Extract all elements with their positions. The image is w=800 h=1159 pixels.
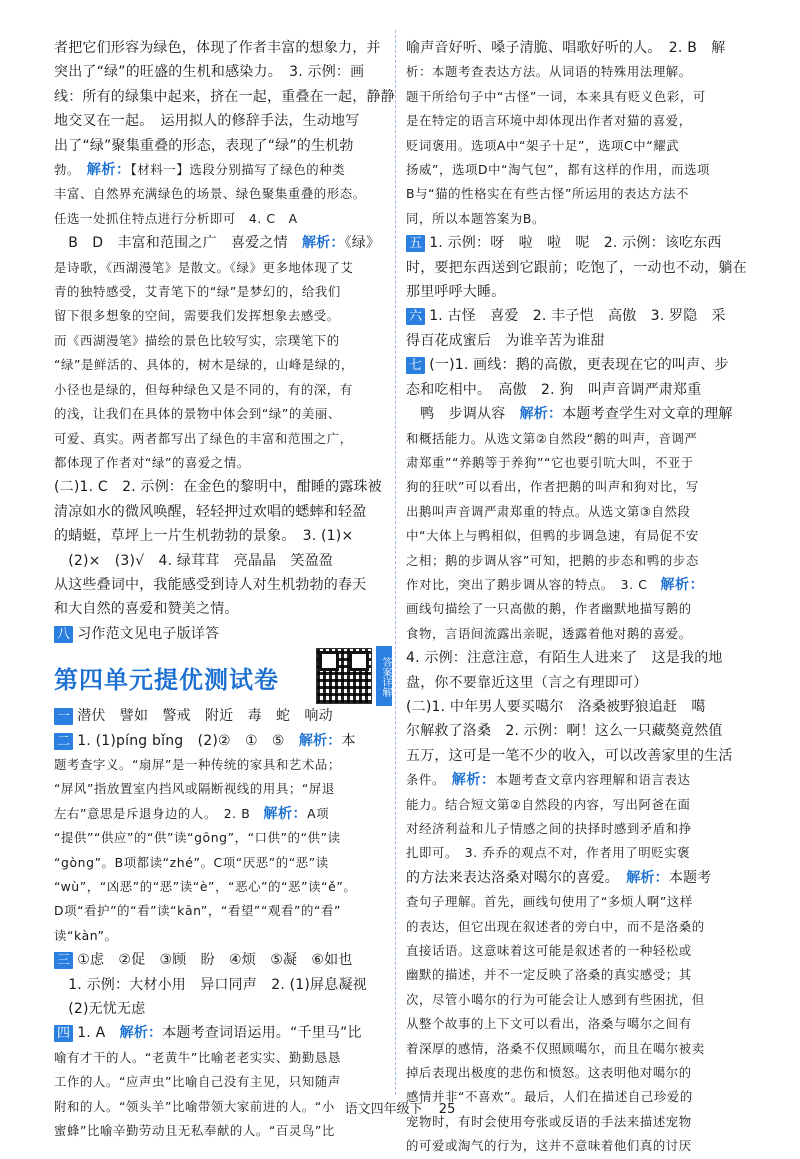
text-line: “gòng”。B项都读“zhé”。C项“厌恶”的“恶”读 xyxy=(54,854,329,870)
text-line: 读“kàn”。 xyxy=(54,927,118,943)
text-line: 着深厚的感情，洛桑不仅照顾噶尔，而且在噶尔被卖 xyxy=(406,1040,705,1056)
text-line: 六 1. 古怪 喜爱 2. 丰子恺 高傲 3. 罗隐 采 xyxy=(406,304,756,328)
text-line: 画线句描绘了一只高傲的鹅，作者幽默地描写鹅的 xyxy=(406,601,692,617)
footer-subject: 语文四年级下 xyxy=(344,1102,423,1117)
text-line: 感情并非“不喜欢”。最后，人们在描述自己珍爱的 xyxy=(406,1089,693,1105)
text-line: B D 丰富和范围之广 喜爱之情 解析：《绿》 xyxy=(54,235,381,252)
text-line: 五万，这可是一笔不少的收入，可以改善家里的生活 xyxy=(406,747,733,764)
text-line: 态和吃相中。 高傲 2. 狗 叫声音调严肃郑重 xyxy=(406,381,702,398)
text-line: “提供”“供应”的“供”读“gōng”，“口供”的“供”读 xyxy=(54,830,341,846)
page-number: 25 xyxy=(438,1102,456,1117)
text-line: 出鹅叫声音调严肃郑重的特点。从选文第③自然段 xyxy=(406,503,691,519)
text-line: (二)1. C 2. 示例：在金色的黎明中，酣睡的露珠被 xyxy=(54,479,382,496)
text-line: 扬威”，选项D中“淘气包”，都有这样的作用，而选项 xyxy=(406,162,711,178)
text-line: 蜜蜂”比喻辛勤劳动且无私奉献的人。“百灵鸟”比 xyxy=(54,1123,335,1139)
text-line: “屏风”指放置室内挡风或隔断视线的用具；“屏退 xyxy=(54,781,335,797)
text-line: 是诗歌，《西湖漫笔》是散文。《绿》更多地体现了艾 xyxy=(54,259,354,275)
text-line: 地交叉在一起。 运用拟人的修辞手法，生动地写 xyxy=(54,113,360,130)
text-line: 出了“绿”聚集重叠的形态，表现了“绿”的生机勃 xyxy=(54,137,354,154)
text-line: 喻声音好听、嗓子清脆、唱歌好听的人。 2. B 解 xyxy=(406,40,726,56)
text-line: 四 1. A 解析：本题考查词语运用。“千里马”比 xyxy=(54,1021,410,1045)
text-line: 七 (一)1. 画线：鹅的高傲，更表现在它的叫声、步 xyxy=(406,353,756,377)
text-line: 幽默的描述，并不一定反映了洛桑的真实感受；其 xyxy=(406,967,692,983)
text-line: D项“看护”的“看”读“kān”，“看望”“观看”的“看” xyxy=(54,903,341,919)
text-line: B与“猫的性格实在有些古怪”所运用的表达方法不 xyxy=(406,186,689,202)
left-column xyxy=(54,36,410,1143)
text-line: 时，要把东西送到它跟前；吃饱了，一动也不动，躺在 xyxy=(406,259,747,276)
text-line: 和概括能力。从选文第②自然段“鹅的叫声，音调严 xyxy=(406,430,698,446)
text-line: 二 1. (1)píng bǐng (2)② ① ⑤ 解析：本 xyxy=(54,729,410,753)
text-line: 次，尽管小噶尔的行为可能会让人感到有些困扰，但 xyxy=(406,991,705,1007)
text-line: 喻有才干的人。“老黄牛”比喻老老实实、勤勤恳恳 xyxy=(54,1049,341,1065)
text-line: 食物，言语间流露出亲昵，透露着他对鹅的喜爱。 xyxy=(406,625,692,641)
text-line: 能力。结合短文第②自然段的内容，写出阿爸在面 xyxy=(406,796,691,812)
text-line: 青的独特感受，艾青笔下的“绿”是梦幻的，给我们 xyxy=(54,284,341,300)
text-line: 题考查字义。“扇屏”是一种传统的家具和艺术品； xyxy=(54,756,341,772)
text-line: 和大自然的喜爱和赞美之情。 xyxy=(54,601,239,618)
text-line: 从这些叠词中，我能感受到诗人对生机勃勃的春天 xyxy=(54,576,367,593)
text-line: 析：本题考查表达方法。从词语的特殊用法理解。 xyxy=(406,64,692,80)
right-column xyxy=(406,36,756,1159)
text-line: 宠物时，有时会使用夸张或反语的手法来描述宠物 xyxy=(406,1113,692,1129)
text-line: 清凉如水的微风唤醒，轻轻押过欢唱的蟋蟀和轻盈 xyxy=(54,503,367,520)
text-line: 可爱、真实。两者都写出了绿色的丰富和范围之广， xyxy=(54,430,353,446)
text-line: 的浅，让我们在具体的景物中体会到“绿”的美丽、 xyxy=(54,406,341,422)
text-line: 丰富、自然界充满绿色的场景、绿色聚集重叠的形态。 xyxy=(54,186,366,202)
page-footer xyxy=(0,1098,800,1117)
text-line: 作对比，突出了鹅步调从容的特点。 3. C 解析： xyxy=(406,576,705,593)
text-line: 而《西湖漫笔》描绘的景色比较写实，宗璞笔下的 xyxy=(54,332,340,348)
text-line: 那里呼呼大睡。 xyxy=(406,284,506,301)
text-line: 鸭 步调从容 解析：本题考查学生对文章的理解 xyxy=(406,406,733,423)
text-line: 肃郑重”“养鹅等于养狗”“它也要引吭大叫，不亚于 xyxy=(406,454,694,470)
text-line: 五 1. 示例：呀 啦 啦 呢 2. 示例：该吃东西 xyxy=(406,231,756,255)
text-line: 的方法来表达洛桑对噶尔的喜爱。 解析：本题考 xyxy=(406,869,712,886)
text-line: 工作的人。“应声虫”比喻自己没有主见，只知随声 xyxy=(54,1074,341,1090)
text-line: 4. 示例：注意注意，有陌生人进来了 这是我的地 xyxy=(406,650,723,667)
right-answers xyxy=(406,36,756,1159)
text-line: 突出了“绿”的旺盛的生机和感染力。 3. 示例：画 xyxy=(54,64,365,81)
text-line: 尔解救了洛桑 2. 示例：啊！这么一只藏獒竟然值 xyxy=(406,723,723,740)
text-line: 的蜻蜓，草坪上一片生机勃勃的景象。 3. (1)× xyxy=(54,528,354,545)
text-line: 者把它们形容为绿色，体现了作者丰富的想象力，并 xyxy=(54,40,381,56)
text-line: 扎即可。 3. 乔乔的观点不对，作者用了明贬实褒 xyxy=(406,845,691,861)
text-line: 中“大体上与鸭相似，但鸭的步调急速，有局促不安 xyxy=(406,528,699,544)
text-line: “wù”，“凶恶”的“恶”读“è”，“恶心”的“恶”读“ě”。 xyxy=(54,879,357,894)
text-line: 都体现了作者对“绿”的喜爱之情。 xyxy=(54,454,250,470)
left-answers-bottom xyxy=(54,704,410,1143)
text-line: 一 潜伏 譬如 警戒 附近 毒 蛇 响动 xyxy=(54,704,410,728)
text-line: 是在特定的语言环境中却体现出作者对猫的喜爱， xyxy=(406,113,692,129)
text-line: 对经济利益和儿子情感之间的抉择时感到矛盾和挣 xyxy=(406,821,692,836)
text-line: 查句子理解。首先，画线句使用了“多烦人啊”这样 xyxy=(406,894,693,910)
text-line: 直接话语。这意味着这可能是叙述者的一种轻松或 xyxy=(406,943,692,959)
text-line: 狗的狂吠”可以看出，作者把鹅的叫声和狗对比，写 xyxy=(406,479,699,495)
text-line: 左右”意思是斥退身边的人。 2. B 解析：A项 xyxy=(54,805,330,822)
text-line: 留下很多想象的空间，需要我们发挥想象去感受。 xyxy=(54,308,340,324)
text-line: 的可爱或淘气的行为，这并不意味着他们真的讨厌 xyxy=(406,1138,692,1154)
text-line: 得百花成蜜后 为谁辛苦为谁甜 xyxy=(406,332,605,349)
text-line: 勃。 解析：【材料一】选段分别描写了绿色的种类 xyxy=(54,162,346,179)
qr-tag: 答案详解 xyxy=(376,646,392,706)
left-answers-top xyxy=(54,36,410,646)
text-line: 从整个故事的上下文可以看出，洛桑与噶尔之间有 xyxy=(406,1016,692,1032)
text-line: 之相；鹅的步调从容”可知，把鹅的步态和鸭的步态 xyxy=(406,552,699,568)
text-line: (2)无忧无虑 xyxy=(54,1001,146,1018)
text-line: 1. 示例：大材小用 异口同声 2. (1)屏息凝视 xyxy=(54,976,367,993)
qr-code-icon xyxy=(316,648,372,704)
text-line: 的表达，但它出现在叙述者的旁白中，而不是洛桑的 xyxy=(406,918,705,934)
text-line: (二)1. 中年男人要买噶尔 洛桑被野狼追赶 噶 xyxy=(406,698,706,715)
unit-title: 第四单元提优测试卷 xyxy=(54,666,279,695)
text-line: 掉后表现出极度的悲伤和愤怒。这表明他对噶尔的 xyxy=(406,1065,692,1081)
text-line: 题干所给句子中“古怪”一词，本来具有贬义色彩，可 xyxy=(406,88,706,104)
text-line: 八 习作范文见电子版详答 xyxy=(54,622,410,646)
text-line: “绿”是鲜活的、具体的，树木是绿的，山峰是绿的， xyxy=(54,357,354,373)
text-line: 盘，你不要靠近这里（言之有理即可） xyxy=(406,674,648,691)
text-line: 线：所有的绿集中起来，挤在一起，重叠在一起，静静 xyxy=(54,88,395,105)
text-line: 任选一处抓住特点进行分析即可 4. C A xyxy=(54,210,298,226)
text-line: 三 ①虑 ②促 ③顾 盼 ④烦 ⑤凝 ⑥如也 xyxy=(54,948,410,972)
text-line: 小径也是绿的，但每种绿色又是不同的，有的深，有 xyxy=(54,381,353,397)
text-line: 同，所以本题答案为B。 xyxy=(406,210,546,226)
text-line: (2)× (3)√ 4. 绿茸茸 亮晶晶 笑盈盈 xyxy=(54,552,334,569)
text-line: 条件。 解析：本题考查文章内容理解和语言表达 xyxy=(406,772,691,789)
text-line: 附和的人。“领头羊”比喻带领大家前进的人。“小 xyxy=(54,1098,335,1114)
unit-title-row xyxy=(54,646,410,704)
text-line: 贬词褒用。选项A中“架子十足”，选项C中“耀武 xyxy=(406,137,680,153)
